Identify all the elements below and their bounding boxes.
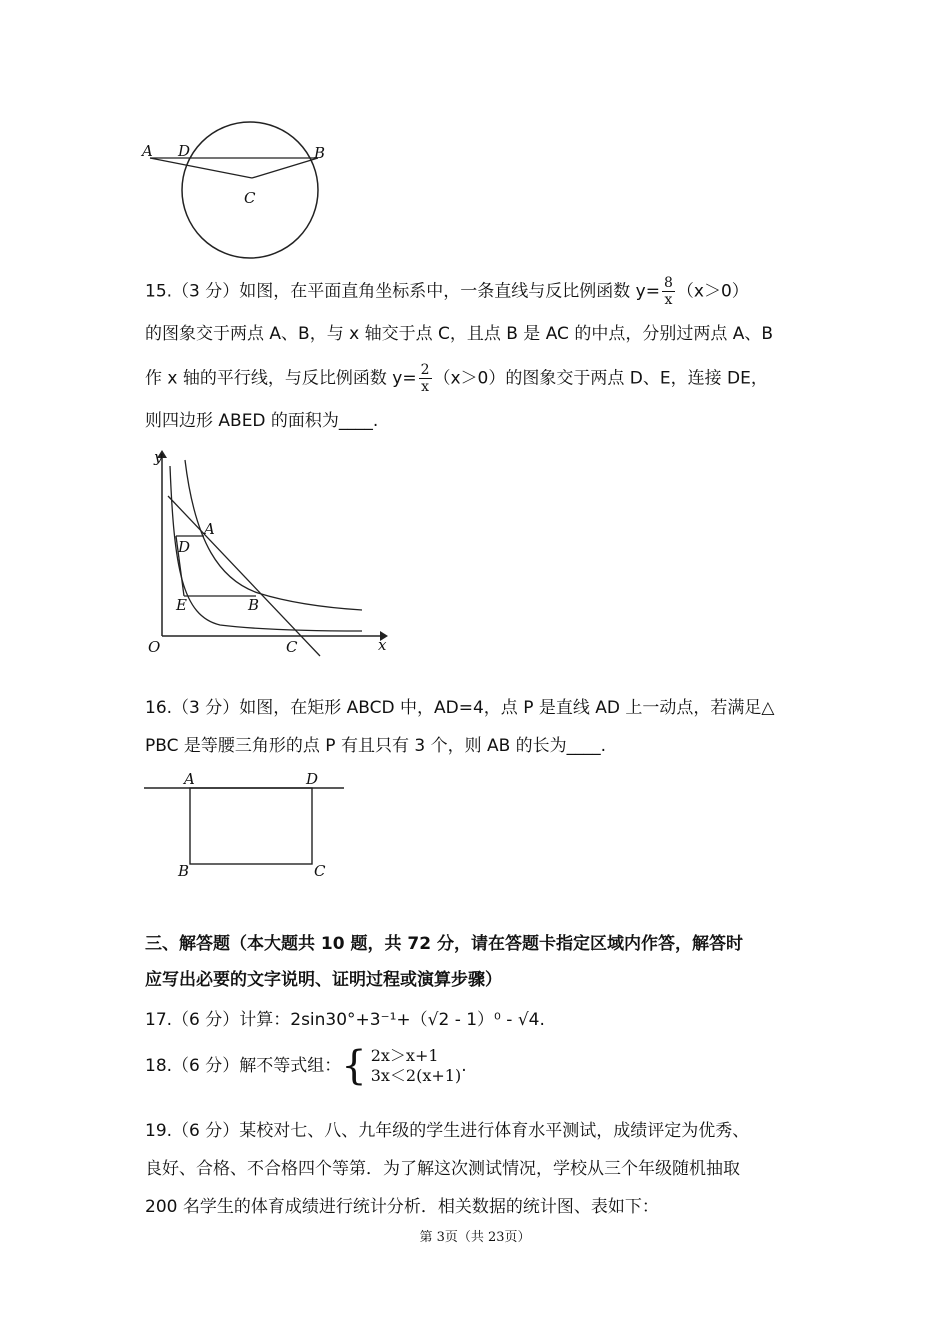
q16-line1: 16.（3 分）如图，在矩形 ABCD 中，AD=4，点 P 是直线 AD 上一动点，若满足△	[145, 698, 775, 718]
point-a-label: A	[184, 770, 195, 788]
q19-line2: 良好、合格、不合格四个等第．为了解这次测试情况，学校从三个年级随机抽取	[145, 1159, 740, 1179]
page-footer: 第 3页（共 23页）	[419, 1230, 531, 1245]
point-b-label: B	[314, 144, 326, 162]
section-3-heading-line1: 三、解答题（本大题共 10 题，共 72 分，请在答题卡指定区域内作答，解答时	[145, 934, 743, 954]
q18-line: 18.（6 分）解不等式组：{ 2x＞x+1 3x＜2(x+1) .	[145, 1043, 467, 1089]
point-b-label: B	[178, 862, 190, 880]
point-a-label: A	[142, 142, 153, 160]
point-c-label: C	[244, 189, 256, 207]
q15-line1: 15.（3 分）如图，在平面直角坐标系中，一条直线与反比例函数 y= $\frac{8}{x}$ （x＞0）	[145, 275, 749, 308]
q16-line2: PBC 是等腰三角形的点 P 有且只有 3 个，则 AB 的长为____.	[145, 736, 607, 756]
brace-icon: {	[341, 1043, 367, 1089]
point-d-label: D	[178, 142, 191, 160]
point-a-label: A	[204, 520, 215, 538]
point-d-label: D	[178, 538, 191, 556]
point-e-label: E	[176, 596, 187, 614]
fraction-2-over-x: $\frac{2}{x}$	[420, 362, 430, 395]
point-c-label: C	[286, 638, 298, 656]
section-3-heading-line2: 应写出必要的文字说明、证明过程或演算步骤）	[145, 970, 502, 990]
q19-line1: 19.（6 分）某校对七、八、九年级的学生进行体育水平测试，成绩评定为优秀、	[145, 1121, 750, 1141]
fraction-8-over-x: $\frac{8}{x}$	[663, 275, 673, 308]
point-c-label: C	[314, 862, 326, 880]
q15-line4: 则四边形 ABED 的面积为____.	[145, 411, 379, 431]
graph-figure	[140, 448, 400, 658]
q19-line3: 200 名学生的体育成绩进行统计分析．相关数据的统计图、表如下：	[145, 1197, 659, 1217]
origin-label: O	[148, 638, 161, 656]
q15-line2: 的图象交于两点 A、B，与 x 轴交于点 C，且点 B 是 AC 的中点，分别过两点 A、B	[145, 324, 774, 344]
point-b-label: B	[248, 596, 260, 614]
rectangle-figure	[140, 768, 350, 880]
axis-y-label: y	[154, 448, 163, 466]
circle-figure	[140, 118, 340, 263]
q17-text: 17.（6 分）计算：2sin30°+3⁻¹+（√2 - 1）⁰ - √4.	[145, 1010, 545, 1030]
axis-x-label: x	[378, 636, 387, 654]
inequality-system: 2x＞x+1 3x＜2(x+1)	[370, 1046, 462, 1085]
point-d-label: D	[306, 770, 319, 788]
q15-line3: 作 x 轴的平行线，与反比例函数 y= $\frac{2}{x}$ （x＞0）的图象交于两点 D、E，连接 DE，	[145, 362, 768, 395]
